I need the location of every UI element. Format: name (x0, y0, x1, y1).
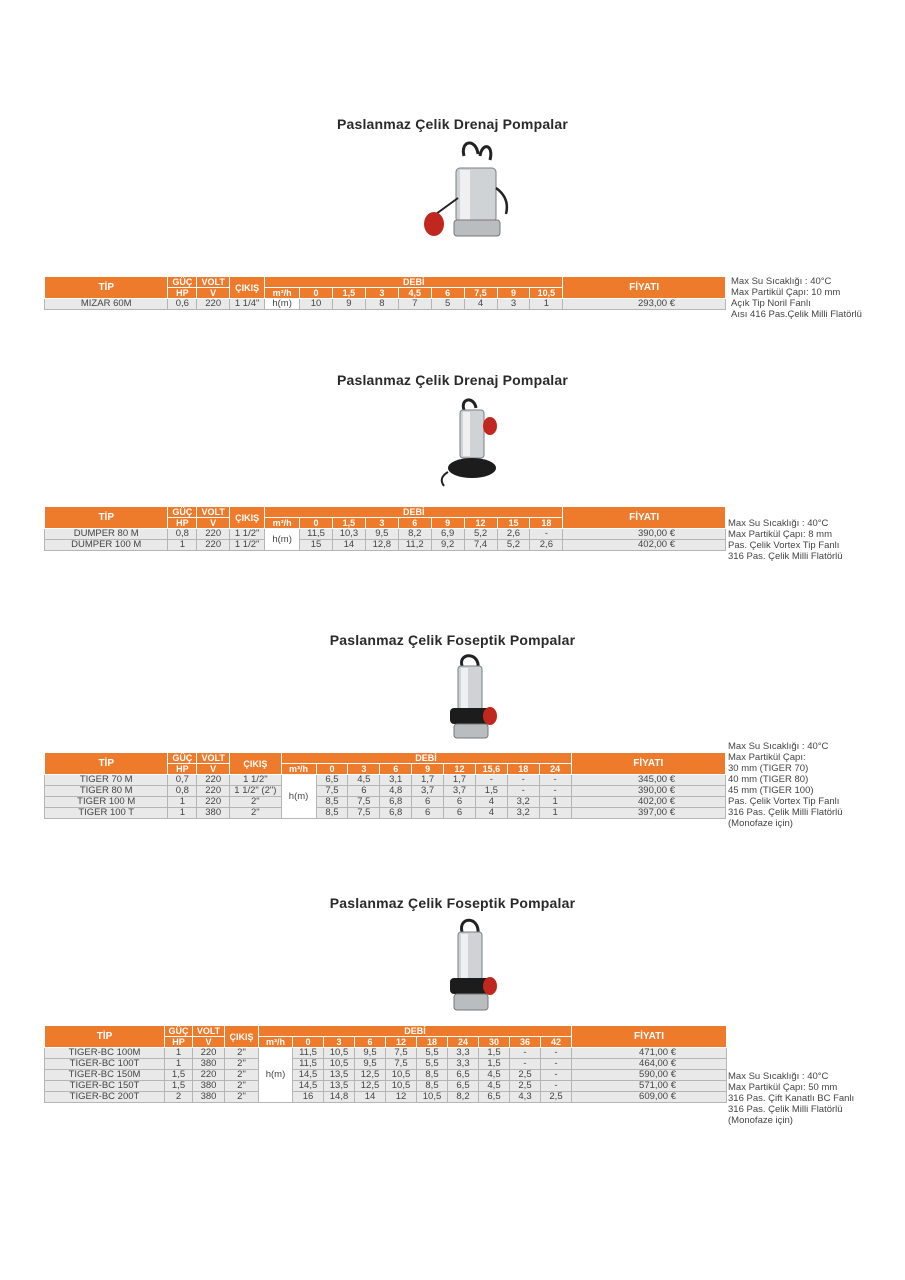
cell-head: 3,3 (448, 1048, 479, 1059)
cell-hp: 1,5 (165, 1081, 193, 1092)
flow-value: 9 (497, 288, 530, 299)
pump-image (436, 396, 506, 492)
col-header-volt: VOLT (197, 507, 230, 518)
cell-price: 345,00 € (571, 775, 725, 786)
spec-notes (728, 741, 843, 829)
cell-tip: TIGER 100 M (45, 797, 168, 808)
note-line: Max Su Sıcaklığı : 40°C (728, 518, 829, 529)
cell-head: - (507, 775, 539, 786)
table-row (45, 529, 726, 540)
flow-value: 9 (412, 764, 444, 775)
note-line: 40 mm (TIGER 80) (728, 774, 809, 785)
cell-head: 5,2 (464, 529, 497, 540)
cell-hp: 0,8 (168, 529, 197, 540)
cell-head: 8 (365, 299, 398, 310)
cell-price: 397,00 € (571, 808, 725, 819)
note-line: 316 Pas. Çelik Milli Flatörlü (728, 1104, 843, 1115)
cell-hm: h(m) (265, 529, 300, 551)
flow-value: 4,5 (398, 288, 431, 299)
cell-cikis: 2" (225, 1081, 259, 1092)
col-header-cikis: ÇIKIŞ (230, 507, 265, 529)
cell-head: 7 (398, 299, 431, 310)
col-header-debi: DEBİ (265, 507, 563, 518)
flow-value: 18 (417, 1037, 448, 1048)
note-line: Açık Tip Noril Fanlı (731, 298, 811, 309)
cell-head: 1,5 (479, 1059, 510, 1070)
col-header-cikis: ÇIKIŞ (225, 1026, 259, 1048)
col-header-guc: GÜÇ (168, 277, 197, 288)
col-header-hp: HP (168, 518, 197, 529)
note-line: Pas. Çelik Vortex Tip Fanlı (728, 540, 840, 551)
cell-head: - (541, 1059, 572, 1070)
section-title: Paslanmaz Çelik Drenaj Pompalar (336, 116, 569, 132)
cell-head: 12,8 (365, 540, 398, 551)
flow-value: 0 (300, 518, 333, 529)
cell-v: 220 (193, 1048, 225, 1059)
cell-head: 9,5 (365, 529, 398, 540)
col-header-cikis: ÇIKIŞ (230, 277, 265, 299)
note-line: Max Su Sıcaklığı : 40°C (728, 1071, 829, 1082)
cell-tip: DUMPER 100 M (45, 540, 168, 551)
cell-cikis: 1 1/2" (230, 775, 281, 786)
cell-head: 6,8 (380, 797, 412, 808)
cell-head: 8,5 (316, 797, 348, 808)
col-header-v: V (193, 1037, 225, 1048)
cell-hp: 0,6 (168, 299, 197, 310)
flow-value: 0 (293, 1037, 324, 1048)
cell-head: 3 (497, 299, 530, 310)
cell-head: 9,2 (431, 540, 464, 551)
table-row (45, 1048, 727, 1059)
table-row (45, 540, 726, 551)
flow-value: 7,5 (464, 288, 497, 299)
flow-value: 12 (386, 1037, 417, 1048)
cell-price: 464,00 € (572, 1059, 727, 1070)
cell-tip: TIGER-BC 100M (45, 1048, 165, 1059)
pump-image (418, 138, 518, 248)
cell-head: 12,5 (355, 1070, 386, 1081)
cell-head: 5,5 (417, 1048, 448, 1059)
cell-head: 14,5 (293, 1070, 324, 1081)
table-row (45, 808, 726, 819)
note-line: Aısı 416 Pas.Çelik Milli Flatörlü (731, 309, 862, 320)
cell-head: 2,5 (510, 1081, 541, 1092)
cell-cikis: 2" (225, 1048, 259, 1059)
note-line: (Monofaze için) (728, 1115, 793, 1126)
cell-head: 1,7 (412, 775, 444, 786)
cell-hp: 1,5 (165, 1070, 193, 1081)
cell-cikis: 2" (225, 1059, 259, 1070)
cell-head: 6 (412, 797, 444, 808)
cell-head: 14 (355, 1092, 386, 1103)
cell-head: 10,5 (386, 1070, 417, 1081)
cell-price: 590,00 € (572, 1070, 727, 1081)
col-header-v: V (197, 518, 230, 529)
cell-price: 293,00 € (563, 299, 726, 310)
cell-head: 1,5 (475, 786, 507, 797)
cell-v: 380 (193, 1092, 225, 1103)
cell-hm: h(m) (265, 299, 300, 310)
cell-head: 16 (293, 1092, 324, 1103)
cell-head: 3,3 (448, 1059, 479, 1070)
cell-hm: h(m) (281, 775, 316, 819)
col-header-fiyat: FİYATI (563, 277, 726, 299)
cell-head: 12,5 (355, 1081, 386, 1092)
note-line: Max Partikül Çapı: 10 mm (731, 287, 841, 298)
cell-head: - (510, 1059, 541, 1070)
cell-head: 7,4 (464, 540, 497, 551)
flow-value: 6 (398, 518, 431, 529)
cell-head: 10,5 (417, 1092, 448, 1103)
cell-head: 13,5 (324, 1070, 355, 1081)
flow-value: 1,5 (332, 518, 365, 529)
cell-head: 8,5 (417, 1081, 448, 1092)
cell-head: - (530, 529, 563, 540)
flow-value: 0 (300, 288, 333, 299)
cell-tip: TIGER-BC 100T (45, 1059, 165, 1070)
cell-head: 4,8 (380, 786, 412, 797)
cell-tip: TIGER 100 T (45, 808, 168, 819)
cell-head: 3,2 (507, 808, 539, 819)
price-table (44, 752, 726, 819)
cell-head: 6,5 (479, 1092, 510, 1103)
flow-value: 30 (479, 1037, 510, 1048)
col-header-debi: DEBİ (259, 1026, 572, 1037)
cell-price: 571,00 € (572, 1081, 727, 1092)
cell-head: 14 (332, 540, 365, 551)
col-header-hp: HP (168, 288, 197, 299)
cell-head: 4 (475, 808, 507, 819)
col-header-tip: TİP (45, 753, 168, 775)
cell-head: 1 (539, 797, 571, 808)
col-header-hp: HP (165, 1037, 193, 1048)
cell-head: 12 (386, 1092, 417, 1103)
flow-value: 36 (510, 1037, 541, 1048)
flow-value: 10,5 (530, 288, 563, 299)
cell-head: 8,5 (417, 1070, 448, 1081)
flow-value: 6 (431, 288, 464, 299)
cell-head: 3,7 (444, 786, 476, 797)
table-row (45, 1092, 727, 1103)
col-header-guc: GÜÇ (168, 507, 197, 518)
cell-hp: 1 (168, 797, 197, 808)
cell-head: 5,5 (417, 1059, 448, 1070)
cell-cikis: 1 1/2" (230, 529, 265, 540)
flow-value: 3 (348, 764, 380, 775)
cell-hp: 1 (165, 1059, 193, 1070)
cell-tip: TIGER-BC 150M (45, 1070, 165, 1081)
cell-head: 15 (300, 540, 333, 551)
cell-head: - (539, 786, 571, 797)
cell-head: 5,2 (497, 540, 530, 551)
cell-head: 1 (530, 299, 563, 310)
col-header-v: V (197, 764, 230, 775)
cell-head: - (507, 786, 539, 797)
cell-head: 7,5 (348, 797, 380, 808)
cell-head: 7,5 (316, 786, 348, 797)
cell-head: 4,5 (348, 775, 380, 786)
cell-v: 220 (197, 797, 230, 808)
col-header-m3h: m³/h (281, 764, 316, 775)
cell-v: 220 (197, 540, 230, 551)
cell-cikis: 1 1/4" (230, 299, 265, 310)
spec-notes (728, 518, 843, 562)
section-title: Paslanmaz Çelik Foseptik Pompalar (329, 632, 576, 648)
cell-head: 7,5 (386, 1048, 417, 1059)
flow-value: 12 (464, 518, 497, 529)
cell-hp: 1 (168, 808, 197, 819)
pump-image (440, 916, 502, 1016)
cell-head: 1 (539, 808, 571, 819)
cell-head: 6,9 (431, 529, 464, 540)
section-title: Paslanmaz Çelik Drenaj Pompalar (336, 372, 569, 388)
cell-head: 6 (444, 797, 476, 808)
cell-head: 11,2 (398, 540, 431, 551)
cell-head: 3,1 (380, 775, 412, 786)
cell-cikis: 2" (230, 808, 281, 819)
cell-hp: 1 (168, 540, 197, 551)
note-line: Max Su Sıcaklığı : 40°C (728, 741, 829, 752)
col-header-volt: VOLT (193, 1026, 225, 1037)
flow-value: 3 (365, 288, 398, 299)
col-header-tip: TİP (45, 507, 168, 529)
cell-head: - (510, 1048, 541, 1059)
cell-v: 380 (197, 808, 230, 819)
cell-hp: 1 (165, 1048, 193, 1059)
flow-value: 6 (355, 1037, 386, 1048)
note-line: Max Partikül Çapı: (728, 752, 806, 763)
cell-head: 6 (444, 808, 476, 819)
col-header-v: V (197, 288, 230, 299)
col-header-fiyat: FİYATI (572, 1026, 727, 1048)
cell-head: - (541, 1048, 572, 1059)
cell-head: 6,5 (448, 1081, 479, 1092)
note-line: (Monofaze için) (728, 818, 793, 829)
pump-image (440, 652, 502, 744)
col-header-fiyat: FİYATI (571, 753, 725, 775)
cell-v: 380 (193, 1081, 225, 1092)
cell-hm: h(m) (259, 1048, 293, 1103)
cell-head: 8,2 (398, 529, 431, 540)
cell-head: 5 (431, 299, 464, 310)
cell-head: 6 (412, 808, 444, 819)
cell-head: 1,5 (479, 1048, 510, 1059)
cell-head: 8,2 (448, 1092, 479, 1103)
col-header-volt: VOLT (197, 753, 230, 764)
cell-head: 6,5 (316, 775, 348, 786)
flow-value: 24 (448, 1037, 479, 1048)
spec-notes (728, 1071, 854, 1126)
flow-value: 15 (497, 518, 530, 529)
cell-head: 13,5 (324, 1081, 355, 1092)
flow-value: 24 (539, 764, 571, 775)
cell-head: 6,5 (448, 1070, 479, 1081)
flow-value: 0 (316, 764, 348, 775)
cell-head: 2,6 (497, 529, 530, 540)
cell-tip: MIZAR 60M (45, 299, 168, 310)
col-header-m3h: m³/h (265, 518, 300, 529)
note-line: 316 Pas. Çift Kanatlı BC Fanlı (728, 1093, 855, 1104)
cell-head: 10,3 (332, 529, 365, 540)
cell-v: 220 (197, 775, 230, 786)
cell-head: 14,5 (293, 1081, 324, 1092)
cell-price: 402,00 € (571, 797, 725, 808)
cell-head: 11,5 (293, 1059, 324, 1070)
table-row (45, 797, 726, 808)
price-table (44, 1025, 727, 1103)
cell-hp: 0,7 (168, 775, 197, 786)
table-row (45, 1070, 727, 1081)
cell-head: 4 (464, 299, 497, 310)
cell-v: 220 (197, 786, 230, 797)
flow-value: 12 (444, 764, 476, 775)
cell-head: - (541, 1081, 572, 1092)
cell-head: 11,5 (293, 1048, 324, 1059)
section-title: Paslanmaz Çelik Foseptik Pompalar (329, 895, 576, 911)
table-row (45, 775, 726, 786)
flow-value: 6 (380, 764, 412, 775)
price-table (44, 506, 726, 551)
flow-value: 3 (365, 518, 398, 529)
cell-v: 220 (197, 529, 230, 540)
col-header-debi: DEBİ (265, 277, 563, 288)
col-header-tip: TİP (45, 1026, 165, 1048)
note-line: Max Partikül Çapı: 8 mm (728, 529, 832, 540)
note-line: 45 mm (TIGER 100) (728, 785, 814, 796)
flow-value: 18 (530, 518, 563, 529)
cell-hp: 0,8 (168, 786, 197, 797)
cell-price: 390,00 € (563, 529, 726, 540)
cell-price: 390,00 € (571, 786, 725, 797)
cell-tip: TIGER 70 M (45, 775, 168, 786)
col-header-guc: GÜÇ (165, 1026, 193, 1037)
cell-head: - (475, 775, 507, 786)
table-row (45, 1059, 727, 1070)
cell-cikis: 2" (230, 797, 281, 808)
spec-notes (731, 276, 862, 320)
col-header-tip: TİP (45, 277, 168, 299)
cell-head: 11,5 (300, 529, 333, 540)
cell-head: 2,6 (530, 540, 563, 551)
cell-tip: DUMPER 80 M (45, 529, 168, 540)
cell-head: 9,5 (355, 1048, 386, 1059)
cell-head: 1,7 (444, 775, 476, 786)
cell-v: 220 (197, 299, 230, 310)
note-line: 316 Pas. Çelik Milli Flatörlü (728, 551, 843, 562)
cell-head: 9 (332, 299, 365, 310)
cell-cikis: 1 1/2" (2") (230, 786, 281, 797)
col-header-m3h: m³/h (259, 1037, 293, 1048)
table-row (45, 1081, 727, 1092)
note-line: Max Partikül Çapı: 50 mm (728, 1082, 838, 1093)
cell-price: 609,00 € (572, 1092, 727, 1103)
cell-head: 10,5 (324, 1048, 355, 1059)
cell-tip: TIGER-BC 200T (45, 1092, 165, 1103)
cell-hp: 2 (165, 1092, 193, 1103)
flow-value: 42 (541, 1037, 572, 1048)
flow-value: 9 (431, 518, 464, 529)
cell-head: - (539, 775, 571, 786)
cell-head: 3,2 (507, 797, 539, 808)
price-table (44, 276, 726, 310)
note-line: Max Su Sıcaklığı : 40°C (731, 276, 832, 287)
flow-value: 18 (507, 764, 539, 775)
cell-head: 7,5 (386, 1059, 417, 1070)
cell-head: - (541, 1070, 572, 1081)
cell-head: 10 (300, 299, 333, 310)
cell-head: 7,5 (348, 808, 380, 819)
cell-cikis: 2" (225, 1070, 259, 1081)
cell-head: 9,5 (355, 1059, 386, 1070)
flow-value: 3 (324, 1037, 355, 1048)
cell-head: 14,8 (324, 1092, 355, 1103)
cell-cikis: 1 1/2" (230, 540, 265, 551)
col-header-debi: DEBİ (281, 753, 571, 764)
cell-v: 220 (193, 1070, 225, 1081)
cell-price: 471,00 € (572, 1048, 727, 1059)
cell-head: 4 (475, 797, 507, 808)
cell-head: 4,5 (479, 1081, 510, 1092)
cell-head: 8,5 (316, 808, 348, 819)
col-header-cikis: ÇIKIŞ (230, 753, 281, 775)
cell-head: 4,5 (479, 1070, 510, 1081)
col-header-hp: HP (168, 764, 197, 775)
cell-cikis: 2" (225, 1092, 259, 1103)
col-header-m3h: m³/h (265, 288, 300, 299)
col-header-volt: VOLT (197, 277, 230, 288)
cell-head: 2,5 (541, 1092, 572, 1103)
cell-head: 6,8 (380, 808, 412, 819)
table-row (45, 786, 726, 797)
col-header-guc: GÜÇ (168, 753, 197, 764)
col-header-fiyat: FİYATI (563, 507, 726, 529)
cell-tip: TIGER-BC 150T (45, 1081, 165, 1092)
cell-tip: TIGER 80 M (45, 786, 168, 797)
cell-head: 3,7 (412, 786, 444, 797)
note-line: Pas. Çelik Vortex Tip Fanlı (728, 796, 840, 807)
note-line: 316 Pas. Çelik Milli Flatörlü (728, 807, 843, 818)
cell-price: 402,00 € (563, 540, 726, 551)
cell-head: 4,3 (510, 1092, 541, 1103)
note-line: 30 mm (TIGER 70) (728, 763, 809, 774)
cell-head: 6 (348, 786, 380, 797)
flow-value: 1,5 (332, 288, 365, 299)
table-row (45, 299, 726, 310)
cell-head: 10,5 (386, 1081, 417, 1092)
cell-v: 380 (193, 1059, 225, 1070)
cell-head: 10,5 (324, 1059, 355, 1070)
cell-head: 2,5 (510, 1070, 541, 1081)
flow-value: 15,6 (475, 764, 507, 775)
